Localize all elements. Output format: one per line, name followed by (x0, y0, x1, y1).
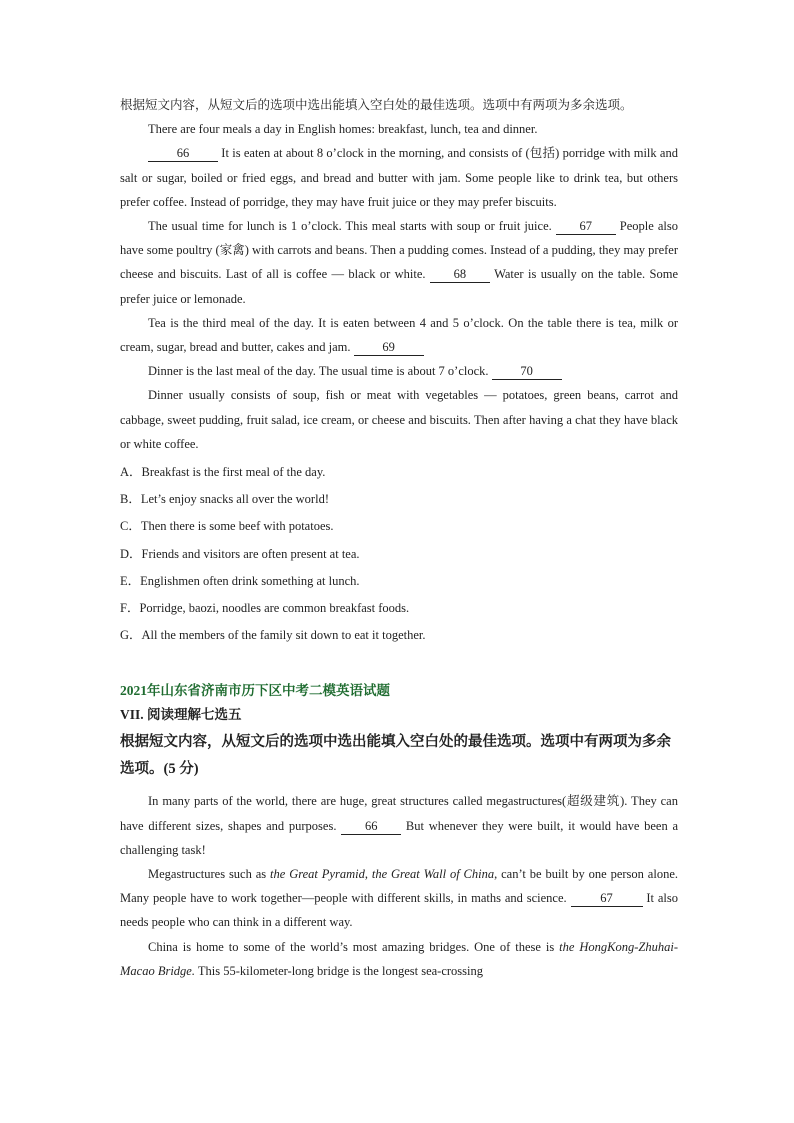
document-body (120, 93, 678, 983)
option-c[interactable]: C．Then there is some beef with potatoes. (120, 519, 334, 534)
option-d[interactable]: D．Friends and visitors are often present at tea. (120, 546, 360, 561)
option-f[interactable]: F．Porridge, baozi, noodles are common breakfast foods. (120, 601, 410, 616)
option-b[interactable]: B．Let’s enjoy snacks all over the world! (120, 492, 329, 507)
instruction-1: 根据短文内容，从短文后的选项中选出能填入空白处的最佳选项。选项中有两项为多余选项。 (120, 98, 633, 112)
section-title: VII. 阅读理解七选五 (120, 707, 242, 723)
exam-title: 2021年山东省济南市历下区中考二模英语试题 (120, 683, 390, 699)
blank-70[interactable]: 70 (492, 363, 562, 380)
option-e[interactable]: E．Englishmen often drink something at lunch. (120, 573, 360, 588)
passage1-paragraph-6: Dinner usually consists of soup, fish or meat with vegetables — potatoes, green beans, carrot and cabbage, sweet pudding, fruit salad, ice cream, or cheese and biscuits. Then after having a chat they have black or white coffee. (120, 388, 678, 451)
passage1-paragraph-2: 66 It is eaten at about 8 o’clock in the morning, and consists of (包括) porridge with milk and salt or sugar, boiled or fried eggs, and bread and butter with jam. Some people like to drink tea, but others prefer coffee. Instead of porridge, they may have fruit juice or they may prefer biscuits. (120, 146, 678, 209)
blank-67[interactable]: 67 (556, 218, 616, 235)
passage2-paragraph-2: Megastructures such as the Great Pyramid, the Great Wall of China, can’t be built by one person alone. Many people have to work together—people with different skills, in maths and science. 67 It also needs people who can think in a different way. (120, 867, 678, 930)
passage1-paragraph-5: Dinner is the last meal of the day. The usual time is about 7 o’clock. 70 (120, 359, 678, 383)
passage1-paragraph-1: There are four meals a day in English homes: breakfast, lunch, tea and dinner. (148, 122, 538, 137)
blank-68[interactable]: 68 (430, 266, 490, 283)
blank-69[interactable]: 69 (354, 339, 424, 356)
option-g[interactable]: G．All the members of the family sit down to eat it together. (120, 628, 426, 643)
instruction-2: 根据短文内容，从短文后的选项中选出能填入空白处的最佳选项。选项中有两项为多余选项。(5 分) (120, 734, 671, 778)
passage2-paragraph-3: China is home to some of the world’s most amazing bridges. One of these is the HongKong-Zhuhai-Macao Bridge. This 55-kilometer-long bridge is the longest sea-crossing (120, 939, 678, 978)
passage2-paragraph-1: In many parts of the world, there are huge, great structures called megastructures(超级建筑). They can have different sizes, shapes and purposes. 66 But whenever they were built, it would have been a challenging task! (120, 794, 678, 857)
blank-67[interactable]: 67 (571, 890, 643, 907)
blank-66[interactable]: 66 (341, 818, 401, 835)
passage1-paragraph-4: Tea is the third meal of the day. It is eaten between 4 and 5 o’clock. On the table there is tea, milk or cream, sugar, bread and butter, cakes and jam. 69 (120, 315, 678, 355)
option-a[interactable]: A．Breakfast is the first meal of the day. (120, 465, 326, 480)
passage1-paragraph-3: The usual time for lunch is 1 o’clock. This meal starts with soup or fruit juice. 67 People also have some poultry (家禽) with carrots and beans. Then a pudding comes. Instead of a pudding, they may prefer cheese and biscuits. Last of all is coffee — black or white. 68 Water is usually on the table. Some prefer juice or lemonade. (120, 219, 678, 306)
blank-66[interactable]: 66 (148, 145, 218, 162)
options-list (120, 459, 678, 649)
